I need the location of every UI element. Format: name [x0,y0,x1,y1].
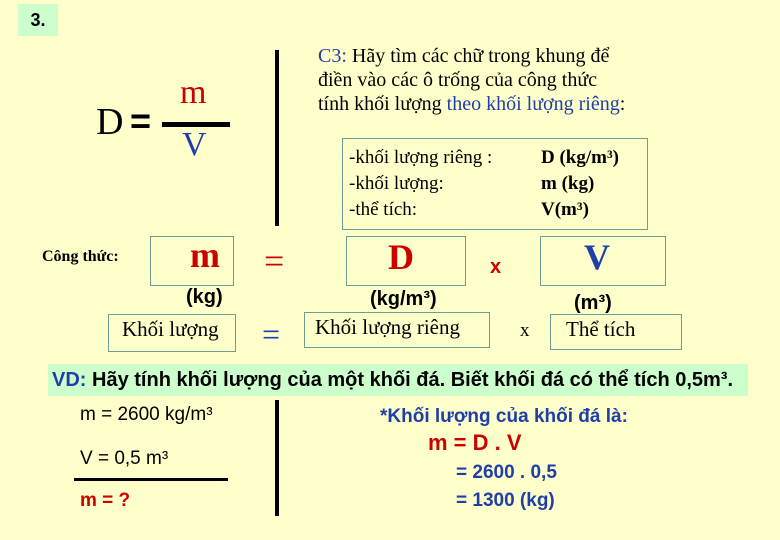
formula-denominator: V [182,126,207,163]
m-unit: (kg) [186,286,223,308]
example-banner [48,364,748,396]
units-value-volume: V(m³) [541,199,589,220]
formula-lhs: D [96,101,124,143]
m-word: Khối lượng [122,317,219,341]
units-label-density: -khối lượng riêng : [349,147,493,168]
example-prefix: VD: [52,369,87,391]
section-number: 3. [18,4,58,36]
d-word: Khối lượng riêng [315,315,460,339]
c3-prefix: C3: [318,45,347,67]
formula-equals: = [130,100,152,141]
formula-m: m [190,235,220,275]
c3-line3-highlight: theo khối lượng riêng [446,93,620,115]
d-unit: (kg/m³) [370,288,437,310]
find-mass: m = ? [80,490,131,511]
density-formula [96,72,256,172]
c3-line3-start: tính khối lượng [318,93,447,115]
solution-formula: m = D . V [428,430,522,455]
solution-heading: *Khối lượng của khối đá là: [380,406,628,427]
vertical-divider-top [275,50,279,226]
units-value-mass: m (kg) [541,173,595,194]
v-word: Thể tích [566,317,636,341]
given-underline [74,478,228,481]
c3-line3-end: : [619,93,626,115]
example-text: Hãy tính khối lượng của một khối đá. Biết khối đá có thể tích 0,5m³. [86,369,734,391]
c3-line2: điền vào các ô trống của công thức [318,69,598,91]
units-row-mass [349,171,647,197]
solution-step1: = 2600 . 0,5 [456,462,557,483]
c3-line1: Hãy tìm các chữ trong khung để [346,45,610,67]
given-mass-density: m = 2600 kg/m³ [80,404,213,425]
formula-d: D [388,237,414,277]
equals-word-row: = [262,316,281,352]
formula-numerator: m [180,74,207,111]
times-word-row: x [520,320,530,341]
solution-step2: = 1300 (kg) [456,490,555,511]
v-unit: (m³) [574,292,612,314]
units-label-mass: -khối lượng: [349,173,444,194]
units-box [342,138,648,230]
formula-times: x [490,256,502,278]
units-row-density [349,145,647,171]
formula-row-label: Công thức: [42,248,119,265]
formula-equals-main: = [264,241,285,281]
c3-prompt [318,44,758,116]
units-label-volume: -thể tích: [349,199,418,220]
formula-v: V [584,237,610,277]
units-value-density: D (kg/m³) [541,147,619,168]
units-row-volume [349,197,647,223]
given-volume: V = 0,5 m³ [80,448,169,469]
vertical-divider-bottom [275,400,279,516]
